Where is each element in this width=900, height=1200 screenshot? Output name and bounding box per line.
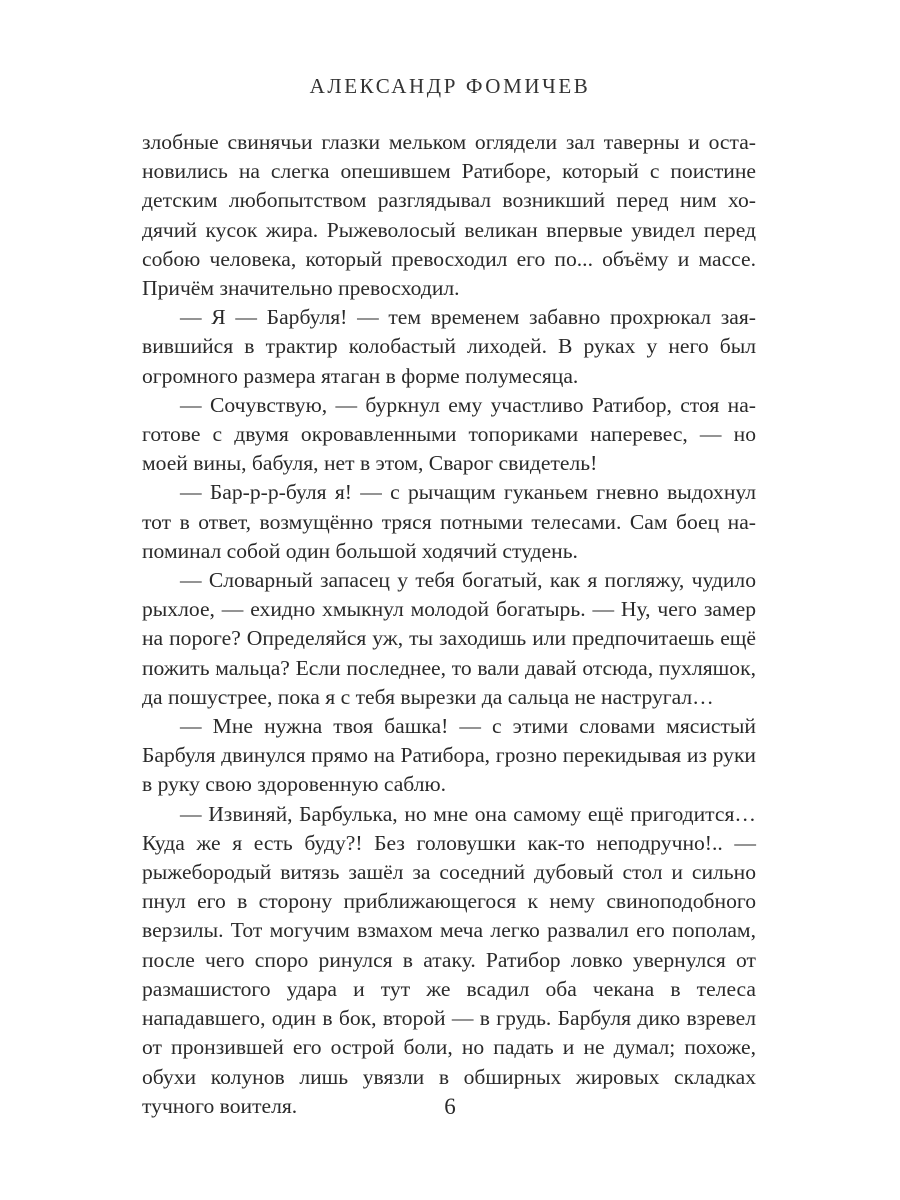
paragraph-5: — Словарный запасец у тебя богатый, как я погляжу, чудило рыхлое, — ехидно хмыкнул молодой богатырь. — Ну, чего замер на пороге? Определяйся уж, ты заходишь или предпочитаешь ещё пожить мальца? Если последнее, то вали давай отсюда, пухляшок, да пошустрее, пока я с тебя вырезки да сальца не настругал… (142, 568, 756, 709)
paragraph-6: — Мне нужна твоя башка! — с этими словами мясистый Барбуля двинулся прямо на Ратибора, грозно перекидывая из руки в руку свою здоровенную саблю. (142, 714, 756, 797)
running-head-author: АЛЕКСАНДР ФОМИЧЕВ (309, 74, 591, 98)
paragraph-1: злобные свинячьи глазки мельком оглядели зал таверны и остановились на слегка опешившем Ратиборе, который с поистине детским любопытством разглядывал возникший перед ним ходячий кусок жира. Рыжеволосый великан впервые увидел перед собою человека, который превосходил его по... объёму и массе. Причём значительно превосходил. (142, 130, 756, 301)
paragraph-4: — Бар-р-р-буля я! — с рычащим гуканьем гневно выдохнул тот в ответ, возмущённо тряся потными телесами. Сам боец напоминал собой один большой ходячий студень. (142, 480, 756, 563)
paragraph-3: — Сочувствую, — буркнул ему участливо Ратибор, стоя наготове с двумя окровавленными топориками наперевес, — но моей вины, бабуля, нет в этом, Сварог свидетель! (142, 392, 756, 476)
paragraph-7: — Извиняй, Барбулька, но мне она самому ещё пригодится… Куда же я есть буду?! Без головушки как-то неподручно!.. — рыжебородый витязь зашёл за соседний дубовый стол и сильно пнул его в сторону приближающегося к нему свиноподобного верзилы. Тот могучим взмахом меча легко развалил его пополам, после чего споро ринулся в атаку. Ратибор ловко увернулся от размашистого удара и тут же всадил оба чекана в телеса нападавшего, один в бок, второй — в грудь. Барбуля дико взревел от пронзившей его острой боли, но падать и не думал; похоже, обухи колунов лишь увязли в обширных жировых складках тучного воителя. (142, 801, 756, 1118)
paragraph-2: — Я — Барбуля! — тем временем забавно прохрюкал заявившийся в трактир колобастый лиходей. В руках у него был огромного размера ятаган в форме полумесяца. (142, 305, 756, 388)
page-number: 6 (444, 1094, 456, 1119)
body-text (142, 128, 756, 1121)
